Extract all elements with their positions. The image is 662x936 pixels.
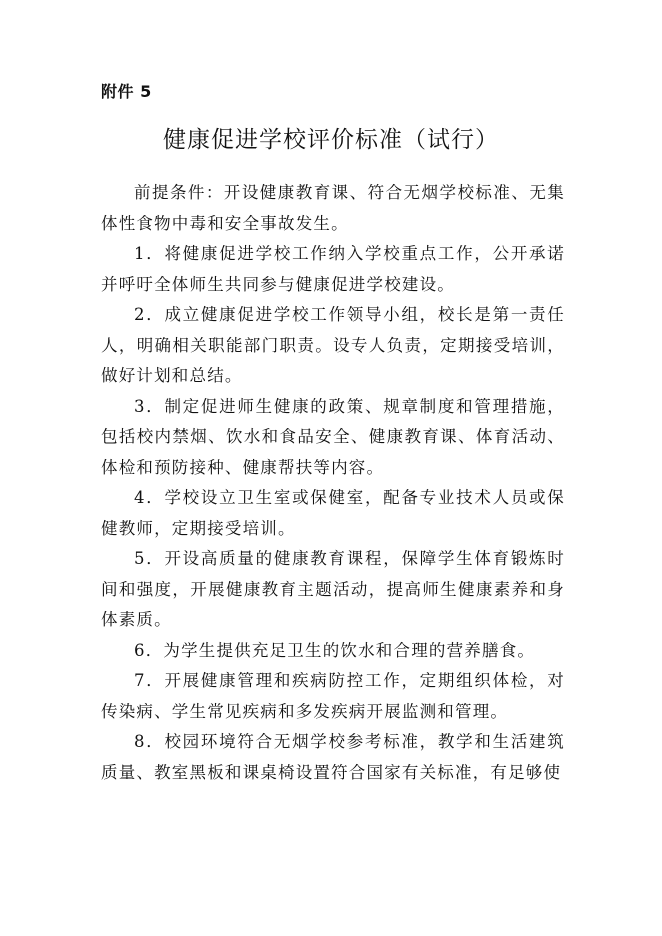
document-title: 健康促进学校评价标准（试行）: [163, 127, 499, 153]
document-body: [101, 178, 565, 788]
paragraph-item-5: 5．开设高质量的健康教育课程，保障学生体育锻炼时间和强度，开展健康教育主题活动，提高师生健康素养和身体素质。: [101, 549, 565, 629]
paragraph-item-4: 4．学校设立卫生室或保健室，配备专业技术人员或保健教师，定期接受培训。: [101, 488, 565, 538]
paragraph-item-7: 7．开展健康管理和疾病防控工作，定期组织体检，对传染病、学生常见疾病和多发疾病开展监测和管理。: [101, 671, 565, 721]
paragraph-item-1: 1．将健康促进学校工作纳入学校重点工作，公开承诺并呼吁全体师生共同参与健康促进学校建设。: [101, 244, 565, 294]
paragraph-prerequisite: 前提条件：开设健康教育课、符合无烟学校标准、无集体性食物中毒和安全事故发生。: [101, 183, 565, 233]
paragraph-item-2: 2．成立健康促进学校工作领导小组，校长是第一责任人，明确相关职能部门职责。设专人负责，定期接受培训，做好计划和总结。: [101, 305, 565, 385]
attachment-label: 附件 5: [101, 82, 152, 101]
paragraph-item-3: 3．制定促进师生健康的政策、规章制度和管理措施，包括校内禁烟、饮水和食品安全、健康教育课、体育活动、体检和预防接种、健康帮扶等内容。: [101, 396, 565, 477]
paragraph-item-6: 6．为学生提供充足卫生的饮水和合理的营养膳食。: [134, 640, 536, 660]
paragraph-item-8: 8．校园环境符合无烟学校参考标准，教学和生活建筑质量、教室黑板和课桌椅设置符合国家有关标准，有足够使: [101, 732, 565, 782]
